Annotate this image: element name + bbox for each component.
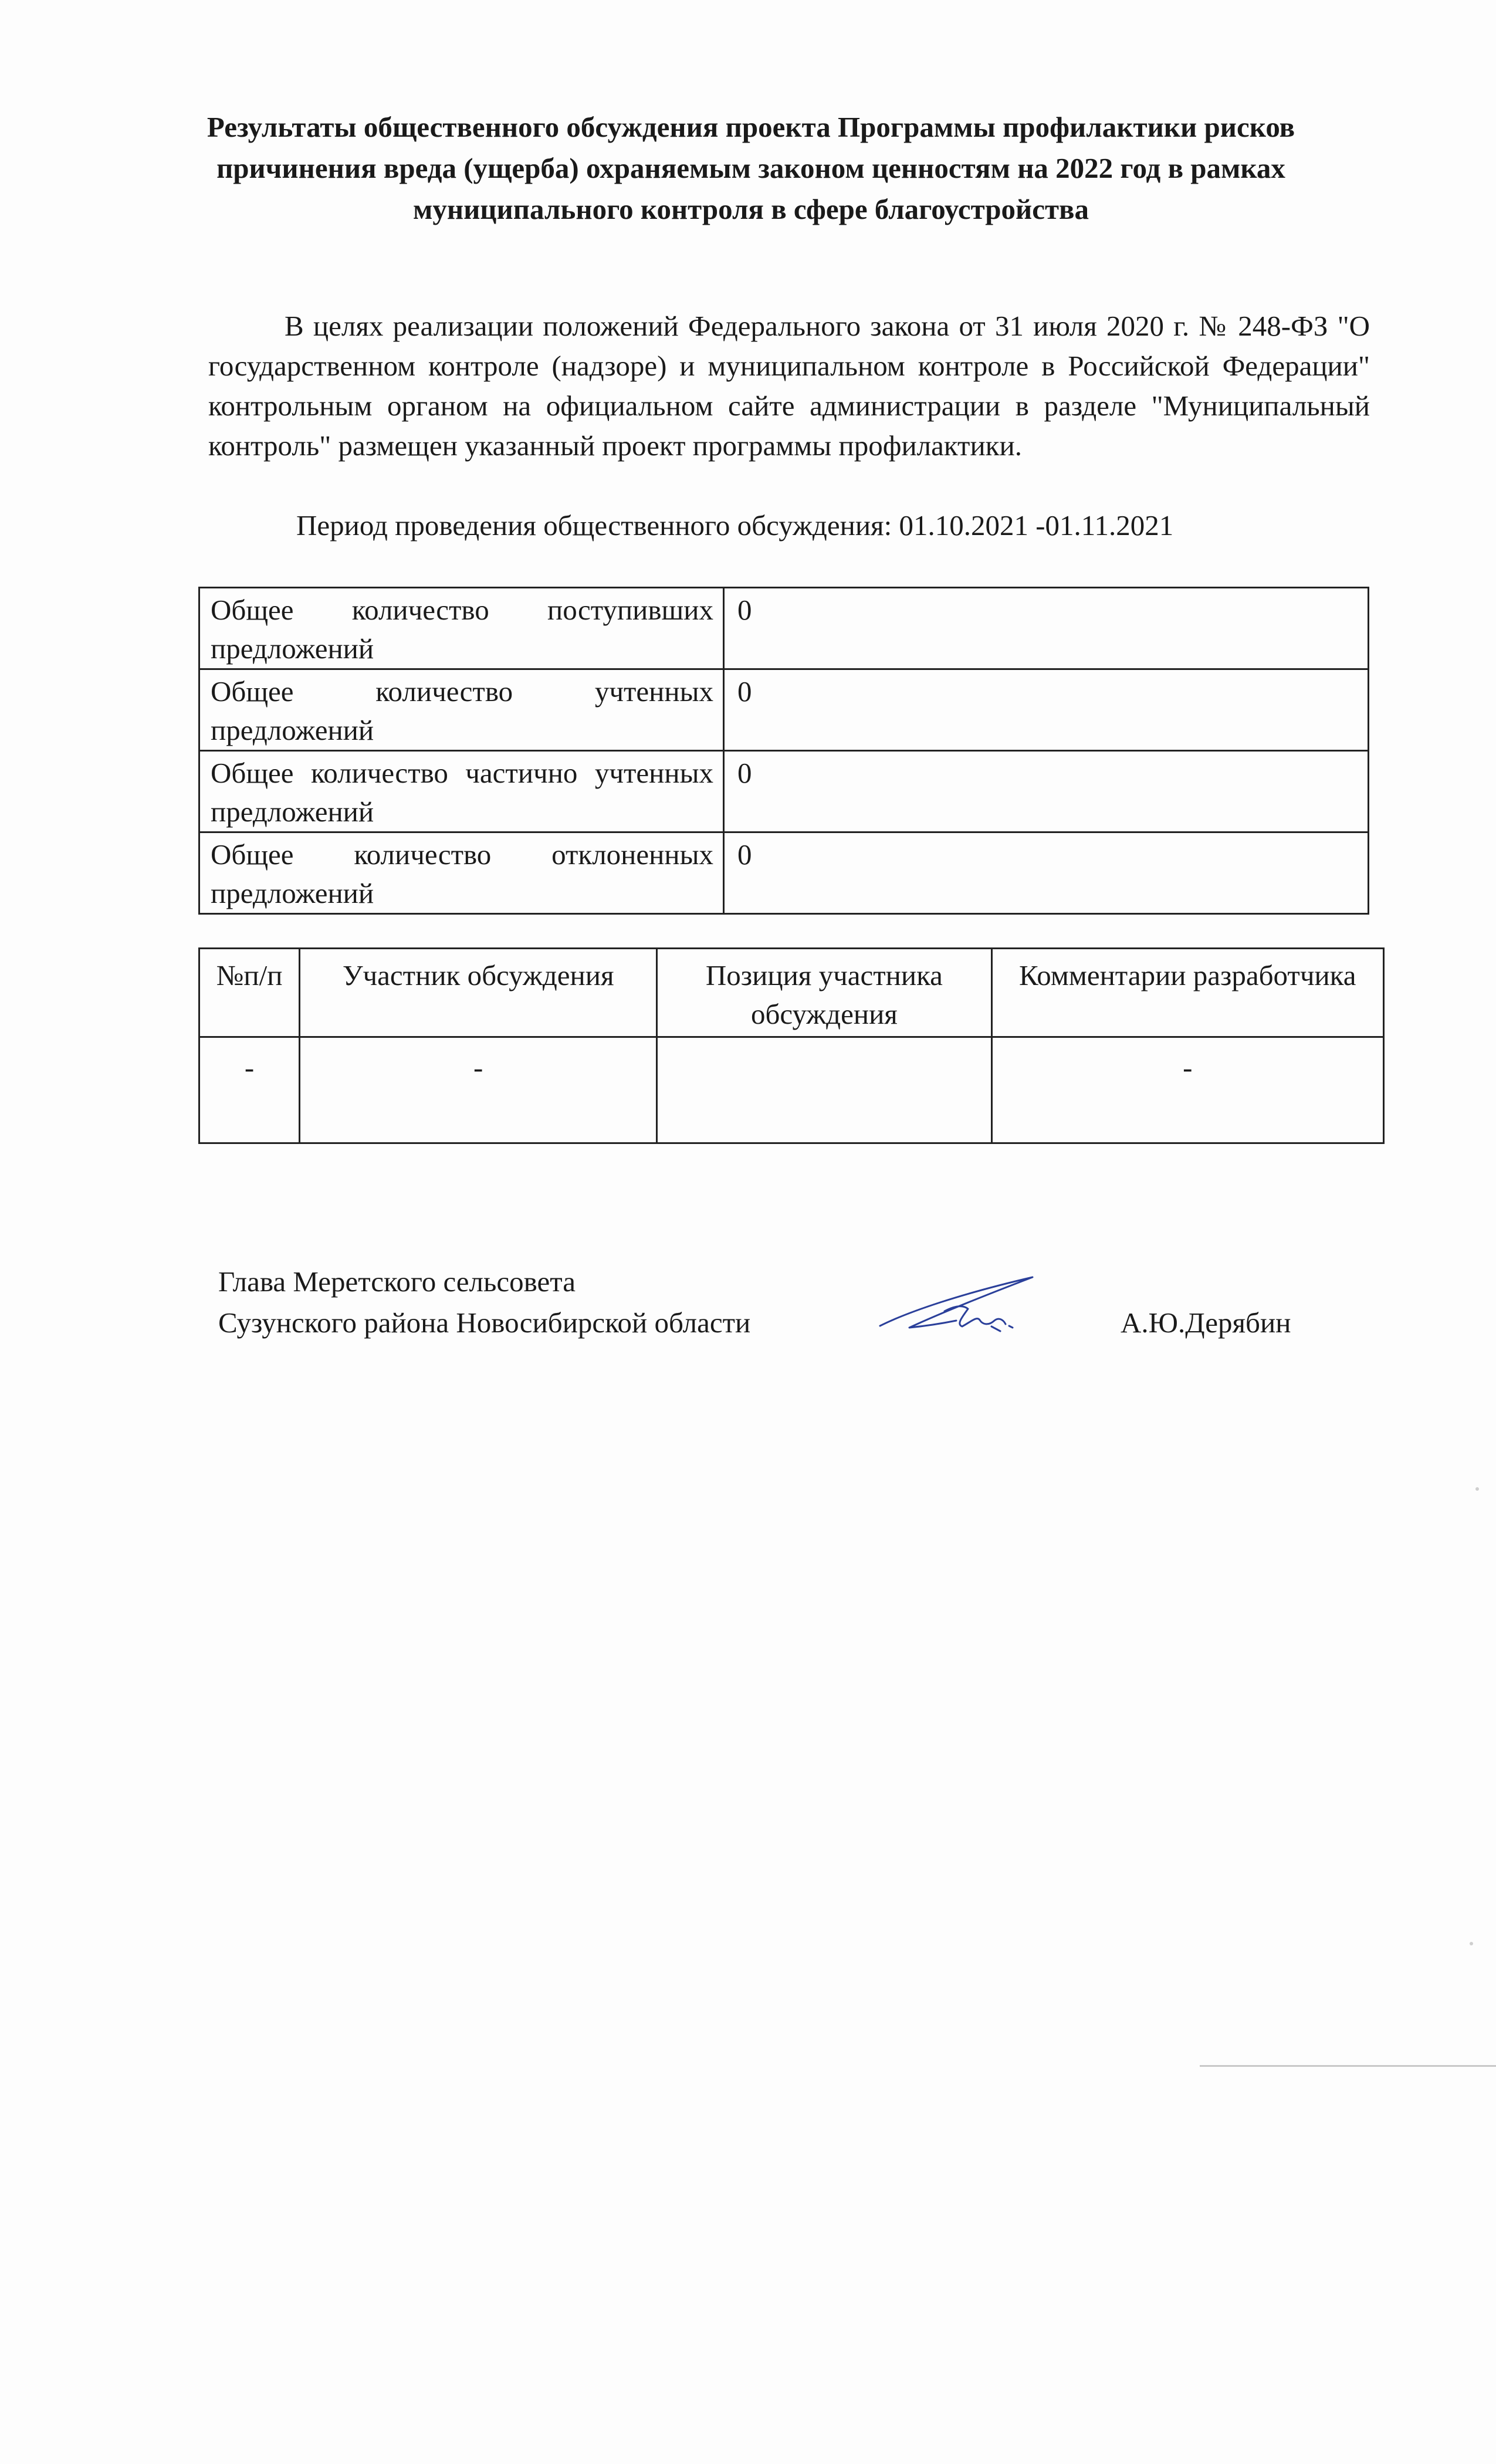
participants-table xyxy=(198,947,1385,1144)
scan-artifact-line xyxy=(1200,2065,1496,2067)
header-position: Позиция участника обсуждения xyxy=(657,949,991,1037)
summary-value: 0 xyxy=(724,669,1369,751)
scan-artifact-dot xyxy=(1475,1487,1479,1491)
summary-label: Общее количество поступивших предложений xyxy=(199,588,724,669)
cell-number: - xyxy=(199,1037,300,1143)
summary-value: 0 xyxy=(724,751,1369,832)
participants-header-row xyxy=(199,949,1384,1037)
summary-label: Общее количество отклоненных предложений xyxy=(199,832,724,914)
header-participant: Участник обсуждения xyxy=(300,949,657,1037)
table-row xyxy=(199,1037,1384,1143)
header-comments: Комментарии разработчика xyxy=(991,949,1383,1037)
intro-paragraph: В целях реализации положений Федерального закона от 31 июля 2020 г. № 248-ФЗ "О государственном контроле (надзоре) и муниципальном контроле в Российской Федерации" контрольным органом на официальном сайте администрации в разделе "Муниципальный контроль" размещен указанный проект программы профилактики. xyxy=(208,310,1370,462)
cell-position xyxy=(657,1037,991,1143)
summary-row xyxy=(199,832,1369,914)
period-paragraph: Период проведения общественного обсуждения: 01.10.2021 -01.11.2021 xyxy=(296,509,1174,541)
signature-block xyxy=(218,1261,750,1343)
cell-comments: - xyxy=(991,1037,1383,1143)
signer-title-line1: Глава Меретского сельсовета xyxy=(218,1265,576,1298)
summary-row xyxy=(199,751,1369,832)
scan-artifact-dot xyxy=(1470,1942,1473,1945)
header-number: №п/п xyxy=(199,949,300,1037)
signer-title-line2: Сузунского района Новосибирской области xyxy=(218,1307,751,1339)
document-title: Результаты общественного обсуждения проекта Программы профилактики рисков причинения вреда (ущерба) охраняемым законом ценностям на 2022 год в рамках муниципального контроля в сфере благоустройства xyxy=(207,111,1295,225)
handwritten-signature xyxy=(874,1270,1050,1346)
summary-value: 0 xyxy=(724,832,1369,914)
signer-name: А.Ю.Дерябин xyxy=(1121,1307,1291,1339)
summary-value: 0 xyxy=(724,588,1369,669)
summary-label: Общее количество учтенных предложений xyxy=(199,669,724,751)
summary-row xyxy=(199,669,1369,751)
summary-row xyxy=(199,588,1369,669)
cell-participant: - xyxy=(300,1037,657,1143)
summary-table xyxy=(198,587,1369,915)
summary-label: Общее количество частично учтенных предложений xyxy=(199,751,724,832)
